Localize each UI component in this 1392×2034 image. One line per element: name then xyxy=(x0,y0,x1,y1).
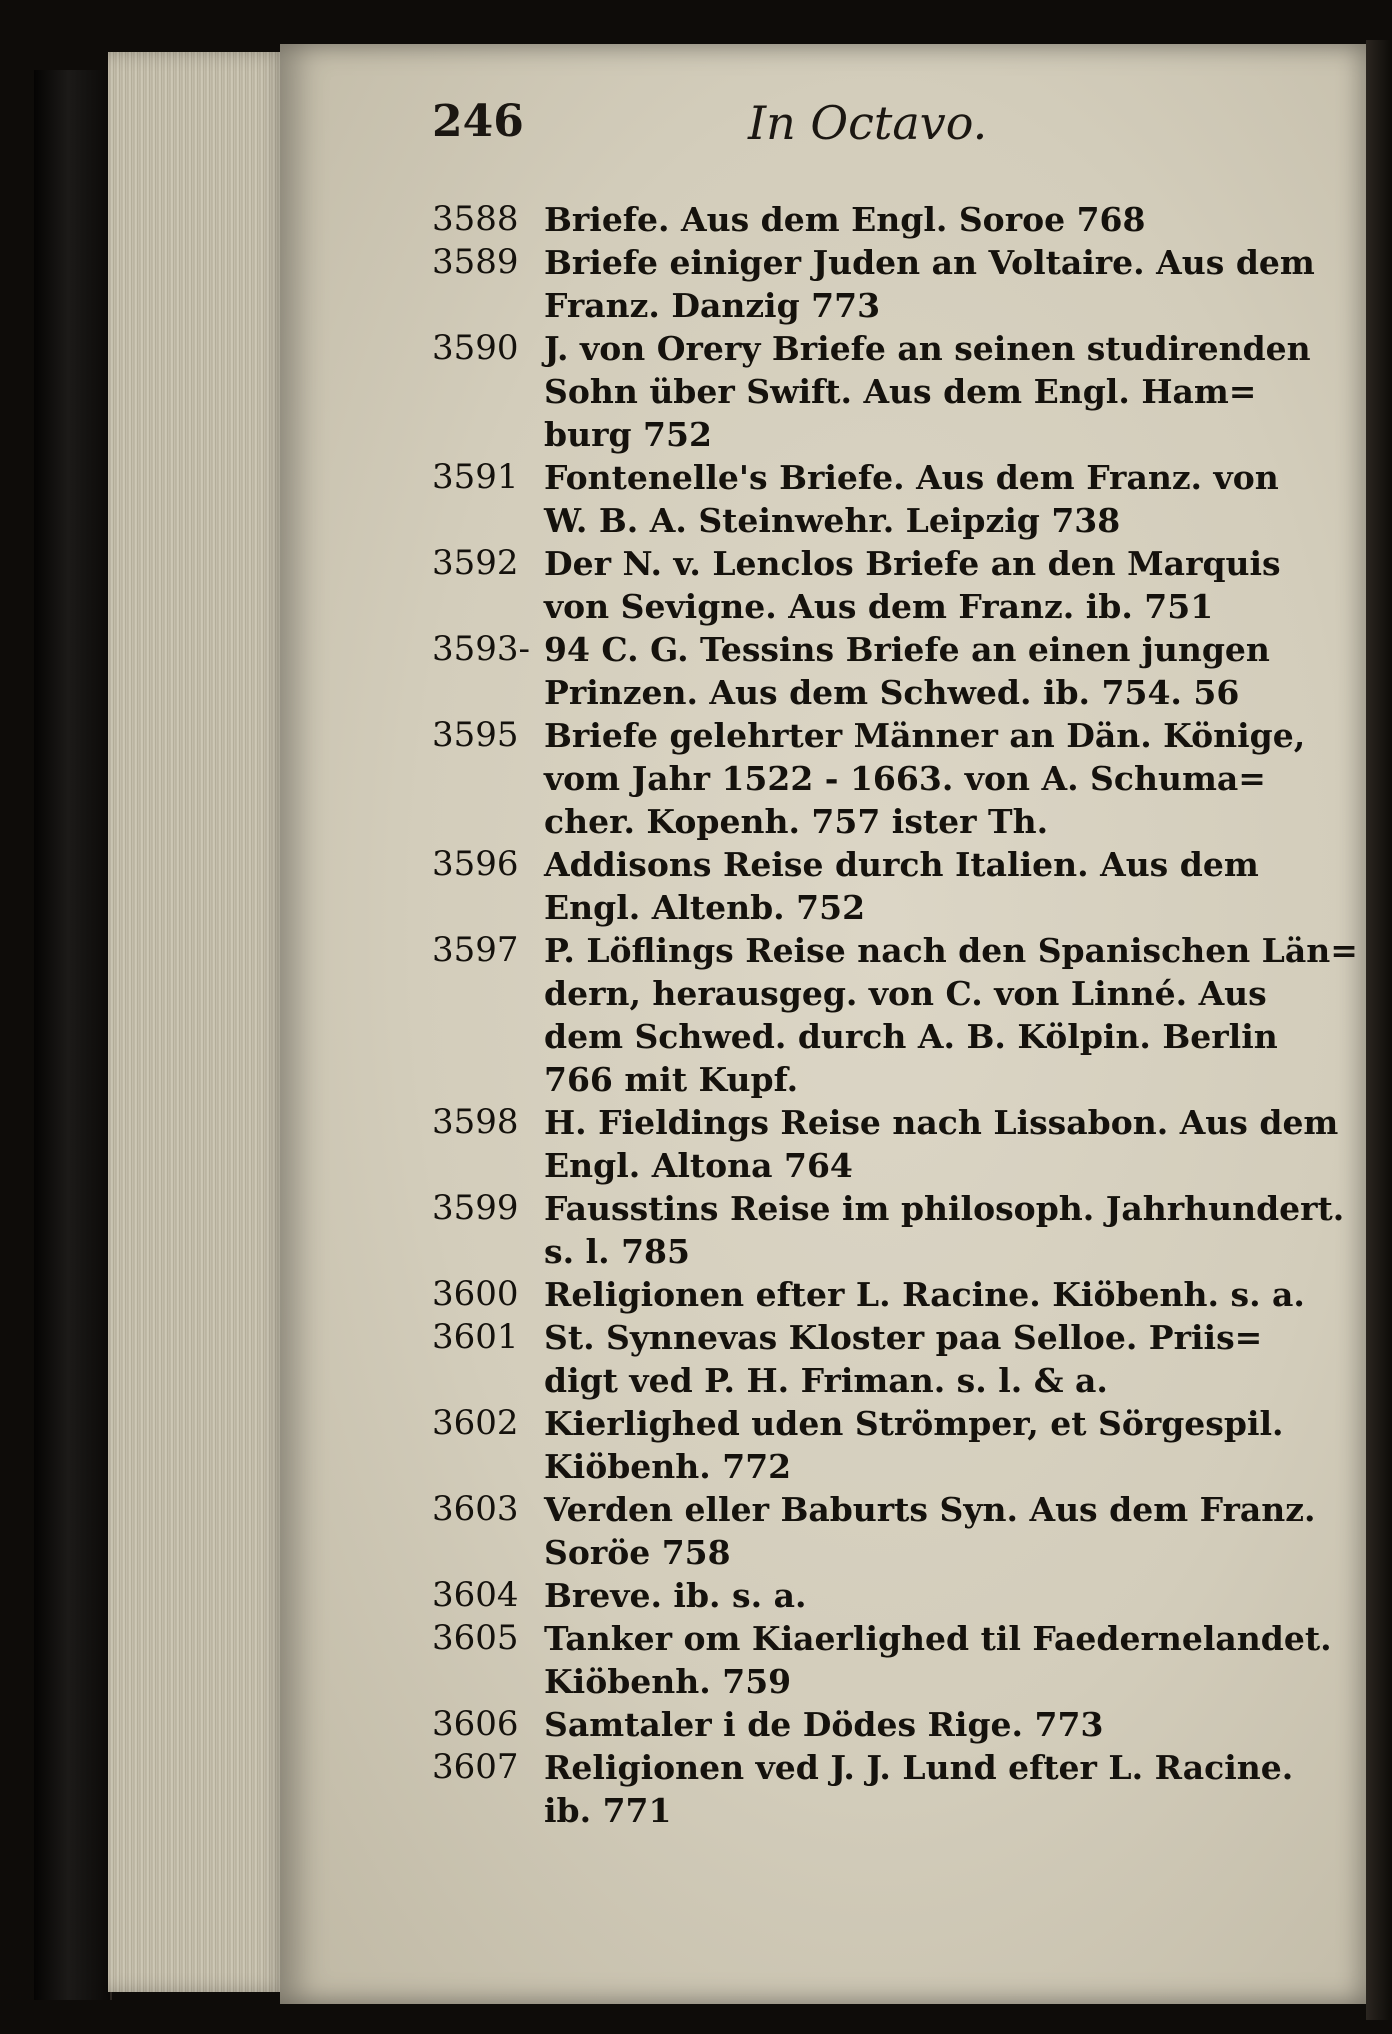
entry-line: Samtaler i de Dödes Rige. 773 xyxy=(544,1705,1104,1744)
entry-line: Engl. Altona 764 xyxy=(544,1146,853,1185)
catalogue-entry xyxy=(432,1746,1302,1832)
catalogue-entry xyxy=(432,1187,1345,1273)
page-number: 246 xyxy=(432,96,524,147)
entry-number: 3590 xyxy=(432,328,519,368)
entry-line: Addisons Reise durch Italien. Aus dem xyxy=(544,845,1259,884)
catalogue-entry xyxy=(432,1101,1339,1187)
entry-text xyxy=(544,241,1315,327)
catalogue-entry xyxy=(432,628,1302,714)
entry-line: Briefe einiger Juden an Voltaire. Aus dem xyxy=(544,243,1315,282)
entry-line: Sohn über Swift. Aus dem Engl. Ham= xyxy=(544,372,1257,411)
entry-line: Kierlighed uden Strömper, et Sörgespil. xyxy=(544,1404,1284,1443)
entry-number: 3605 xyxy=(432,1618,519,1658)
entry-line: Prinzen. Aus dem Schwed. ib. 754. 56 xyxy=(544,673,1240,712)
entry-number: 3588 xyxy=(432,199,519,239)
catalogue-entry xyxy=(432,714,1306,843)
entry-line: St. Synnevas Kloster paa Selloe. Priis= xyxy=(544,1318,1263,1357)
catalogue-entry xyxy=(432,929,1358,1101)
entry-text xyxy=(544,628,1302,714)
entry-number: 3600 xyxy=(432,1274,519,1314)
entry-number: 3595 xyxy=(432,715,519,755)
page-header xyxy=(432,96,1312,168)
entry-text xyxy=(544,456,1302,542)
catalogue-entry xyxy=(432,1574,1302,1617)
catalogue-entry xyxy=(432,843,1302,929)
entry-line: Briefe. Aus dem Engl. Soroe 768 xyxy=(544,200,1146,239)
catalogue-entry xyxy=(432,456,1302,542)
entry-text xyxy=(544,1316,1302,1402)
entry-number: 3596 xyxy=(432,844,519,884)
catalogue-entry xyxy=(432,1402,1302,1488)
catalogue-entry xyxy=(432,1703,1302,1746)
entry-text xyxy=(544,1187,1344,1273)
entry-text xyxy=(544,929,1358,1101)
catalogue-entries xyxy=(432,198,1358,1832)
entry-line: vom Jahr 1522 - 1663. von A. Schuma= xyxy=(544,759,1266,798)
entry-line: dem Schwed. durch A. B. Kölpin. Berlin xyxy=(544,1017,1278,1056)
entry-line: Verden eller Baburts Syn. Aus dem Franz. xyxy=(544,1490,1316,1529)
entry-number: 3592 xyxy=(432,543,519,583)
entry-line: cher. Kopenh. 757 ister Th. xyxy=(544,802,1049,841)
entry-line: Engl. Altenb. 752 xyxy=(544,888,866,927)
entry-text xyxy=(544,1273,1305,1316)
entry-line: Kiöbenh. 772 xyxy=(544,1447,792,1486)
entry-text xyxy=(544,1402,1302,1488)
catalogue-entry xyxy=(432,327,1311,456)
entry-line: 94 C. G. Tessins Briefe an einen jungen xyxy=(544,630,1270,669)
entry-line: Briefe gelehrter Männer an Dän. Könige, xyxy=(544,716,1306,755)
entry-line: Soröe 758 xyxy=(544,1533,731,1572)
entry-line: Breve. ib. s. a. xyxy=(544,1576,807,1615)
entry-number: 3591 xyxy=(432,457,519,497)
entry-line: Religionen efter L. Racine. Kiöbenh. s. a. xyxy=(544,1275,1305,1314)
catalogue-entry xyxy=(432,1617,1332,1703)
entry-text xyxy=(544,1574,1302,1617)
entry-line: P. Löflings Reise nach den Spanischen Län= xyxy=(544,931,1358,970)
entry-text xyxy=(544,714,1305,843)
entry-line: dern, herausgeg. von C. von Linné. Aus xyxy=(544,974,1267,1013)
entry-line: Tanker om Kiaerlighed til Faedernelandet. xyxy=(544,1619,1332,1658)
entry-line: ib. 771 xyxy=(544,1791,672,1830)
entry-number: 3604 xyxy=(432,1575,519,1615)
entry-text xyxy=(544,1101,1338,1187)
entry-number: 3603 xyxy=(432,1489,519,1529)
catalogue-entry xyxy=(432,241,1315,327)
entry-line: W. B. A. Steinwehr. Leipzig 738 xyxy=(544,501,1121,540)
entry-line: Fausstins Reise im philosoph. Jahrhundert. xyxy=(544,1189,1345,1228)
entry-text xyxy=(544,1746,1302,1832)
entry-number: 3598 xyxy=(432,1102,519,1142)
entry-line: Religionen ved J. J. Lund efter L. Racine. xyxy=(544,1748,1294,1787)
entry-text xyxy=(544,542,1302,628)
catalogue-entry xyxy=(432,1316,1302,1402)
entry-text xyxy=(544,1488,1315,1574)
entry-number: 3607 xyxy=(432,1747,519,1787)
catalogue-entry xyxy=(432,198,1302,241)
entry-text xyxy=(544,1703,1302,1746)
entry-text xyxy=(544,327,1311,456)
entry-line: digt ved P. H. Friman. s. l. & a. xyxy=(544,1361,1108,1400)
entry-number: 3597 xyxy=(432,930,519,970)
entry-number: 3601 xyxy=(432,1317,519,1357)
book-spine xyxy=(34,70,112,2000)
entry-line: J. von Orery Briefe an seinen studirenden xyxy=(544,329,1311,368)
entry-line: 766 mit Kupf. xyxy=(544,1060,799,1099)
entry-number: 3602 xyxy=(432,1403,519,1443)
entry-line: Der N. v. Lenclos Briefe an den Marquis xyxy=(544,544,1281,583)
catalogue-entry xyxy=(432,1273,1305,1316)
catalogue-entry xyxy=(432,542,1302,628)
entry-number: 3589 xyxy=(432,242,519,282)
entry-line: s. l. 785 xyxy=(544,1232,690,1271)
entry-number: 3593- xyxy=(432,629,531,669)
entry-number: 3599 xyxy=(432,1188,519,1228)
catalogue-entry xyxy=(432,1488,1316,1574)
entry-line: Kiöbenh. 759 xyxy=(544,1662,792,1701)
entry-line: Franz. Danzig 773 xyxy=(544,286,881,325)
entry-line: H. Fieldings Reise nach Lissabon. Aus dem xyxy=(544,1103,1339,1142)
entry-text xyxy=(544,843,1302,929)
page-edges xyxy=(108,52,288,1992)
entry-text xyxy=(544,1617,1332,1703)
entry-text xyxy=(544,198,1302,241)
facing-page-edge xyxy=(1366,40,1392,2020)
entry-line: Fontenelle's Briefe. Aus dem Franz. von xyxy=(544,458,1279,497)
running-title: In Octavo. xyxy=(748,96,988,150)
entry-number: 3606 xyxy=(432,1704,519,1744)
entry-line: von Sevigne. Aus dem Franz. ib. 751 xyxy=(544,587,1214,626)
entry-line: burg 752 xyxy=(544,415,712,454)
